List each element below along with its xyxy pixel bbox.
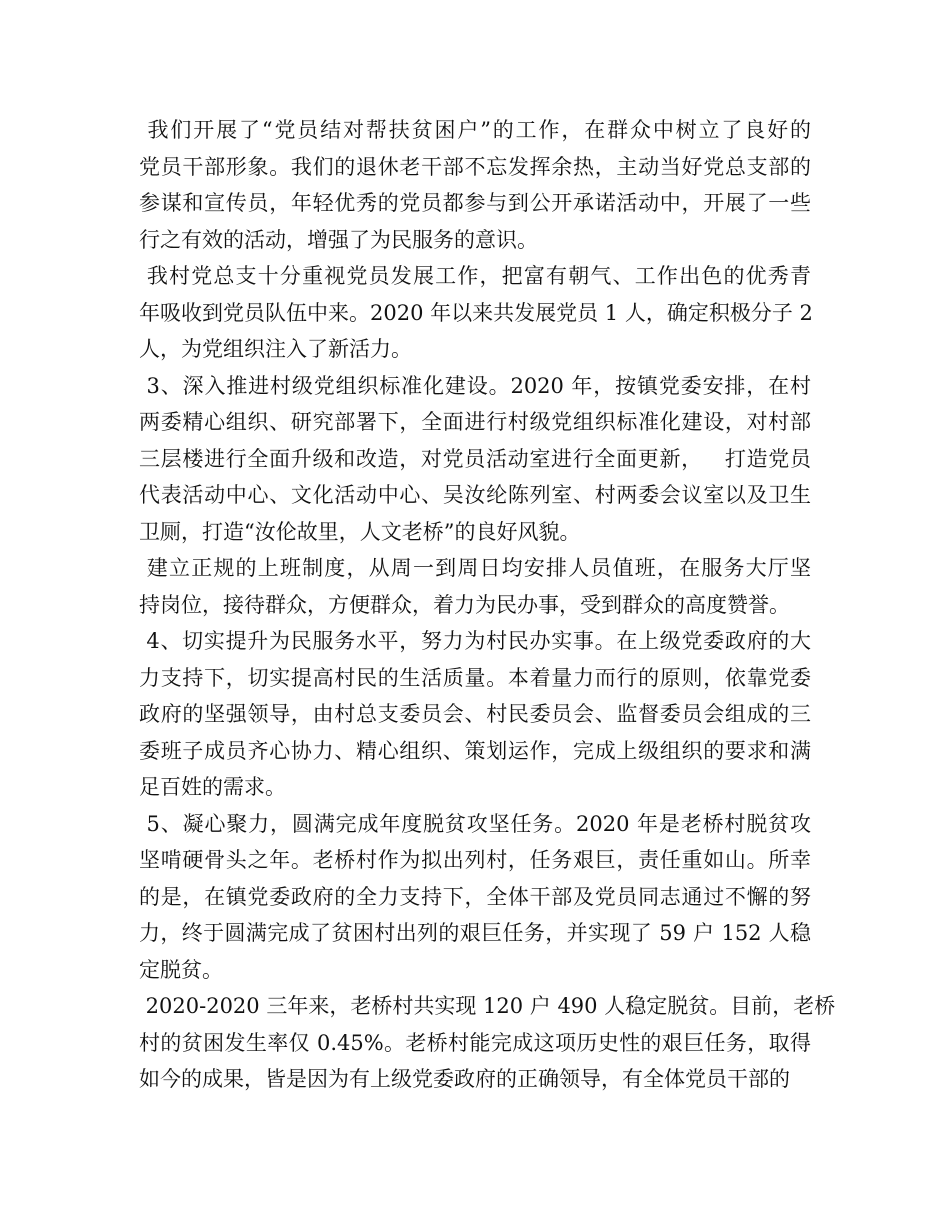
- text-line: 委班子成员齐心协力、精心组织、策划运作，完成上级组织的要求和满: [139, 738, 811, 763]
- text-line: 定脱贫。: [139, 957, 223, 982]
- document-body: [139, 112, 836, 1098]
- text-line: 如今的成果，皆是因为有上级党委政府的正确领导，有全体党员干部的: [139, 1067, 790, 1091]
- text-line: 年吸收到党员队伍中来。2020 年以来共发展党员 1 人，确定积极分子 2: [139, 300, 813, 325]
- text-line: 我村党总支十分重视党员发展工作，把富有朝气、工作出色的优秀青: [139, 264, 811, 288]
- text-line: 5、凝心聚力，圆满完成年度脱贫攻坚任务。2020 年是老桥村脱贫攻: [139, 811, 811, 836]
- paragraph: [139, 623, 811, 806]
- text-line: 力，终于圆满完成了贫困村出列的艰巨任务，并实现了 59 户 152 人稳: [139, 921, 811, 945]
- text-line: 持岗位，接待群众，方便群众，着力为民办事，受到群众的高度赞誉。: [139, 592, 790, 617]
- text-line: 4、切实提升为民服务水平，努力为村民办实事。在上级党委政府的大: [139, 629, 811, 653]
- text-line: 坚啃硬骨头之年。老桥村作为拟出列村，任务艰巨，责任重如山。所幸: [139, 848, 811, 872]
- text-line: 参谋和宣传员，年轻优秀的党员都参与到公开承诺活动中，开展了一些: [139, 191, 811, 215]
- text-line: 3、深入推进村级党组织标准化建设。2020 年，按镇党委安排，在村: [139, 373, 811, 398]
- text-line: 力支持下，切实提高村民的生活质量。本着量力而行的原则，依靠党委: [139, 665, 811, 690]
- text-line: 我们开展了“党员结对帮扶贫困户”的工作，在群众中树立了良好的: [139, 118, 811, 142]
- paragraph: [139, 988, 836, 1098]
- text-line: 2020-2020 三年来，老桥村共实现 120 户 490 人稳定脱贫。目前，老桥: [139, 994, 836, 1018]
- text-line: 三层楼进行全面升级和改造，对党员活动室进行全面更新， 打造党员: [139, 446, 811, 471]
- text-line: 两委精心组织、研究部署下，全面进行村级党组织标准化建设，对村部: [139, 410, 811, 434]
- text-line: 党员干部形象。我们的退休老干部不忘发挥余热，主动当好党总支部的: [139, 154, 811, 179]
- paragraph: [139, 368, 811, 551]
- text-line: 人，为党组织注入了新活力。: [139, 337, 412, 361]
- paragraph: [139, 550, 811, 623]
- text-line: 行之有效的活动，增强了为民服务的意识。: [139, 227, 538, 252]
- text-line: 政府的坚强领导，由村总支委员会、村民委员会、监督委员会组成的三: [139, 702, 811, 726]
- paragraph: [139, 258, 811, 368]
- text-line: 足百姓的需求。: [139, 775, 286, 799]
- text-line: 的是，在镇党委政府的全力支持下，全体干部及党员同志通过不懈的努: [139, 884, 811, 909]
- text-line: 卫厕，打造“汝伦故里，人文老桥”的良好风貌。: [139, 519, 581, 544]
- paragraph: [139, 112, 811, 258]
- paragraph: [139, 806, 811, 989]
- text-line: 代表活动中心、文化活动中心、吴汝纶陈列室、村两委会议室以及卫生: [139, 483, 811, 507]
- text-line: 建立正规的上班制度，从周一到周日均安排人员值班，在服务大厅坚: [139, 556, 811, 580]
- text-line: 村的贫困发生率仅 0.45%。老桥村能完成这项历史性的艰巨任务，取得: [139, 1030, 811, 1055]
